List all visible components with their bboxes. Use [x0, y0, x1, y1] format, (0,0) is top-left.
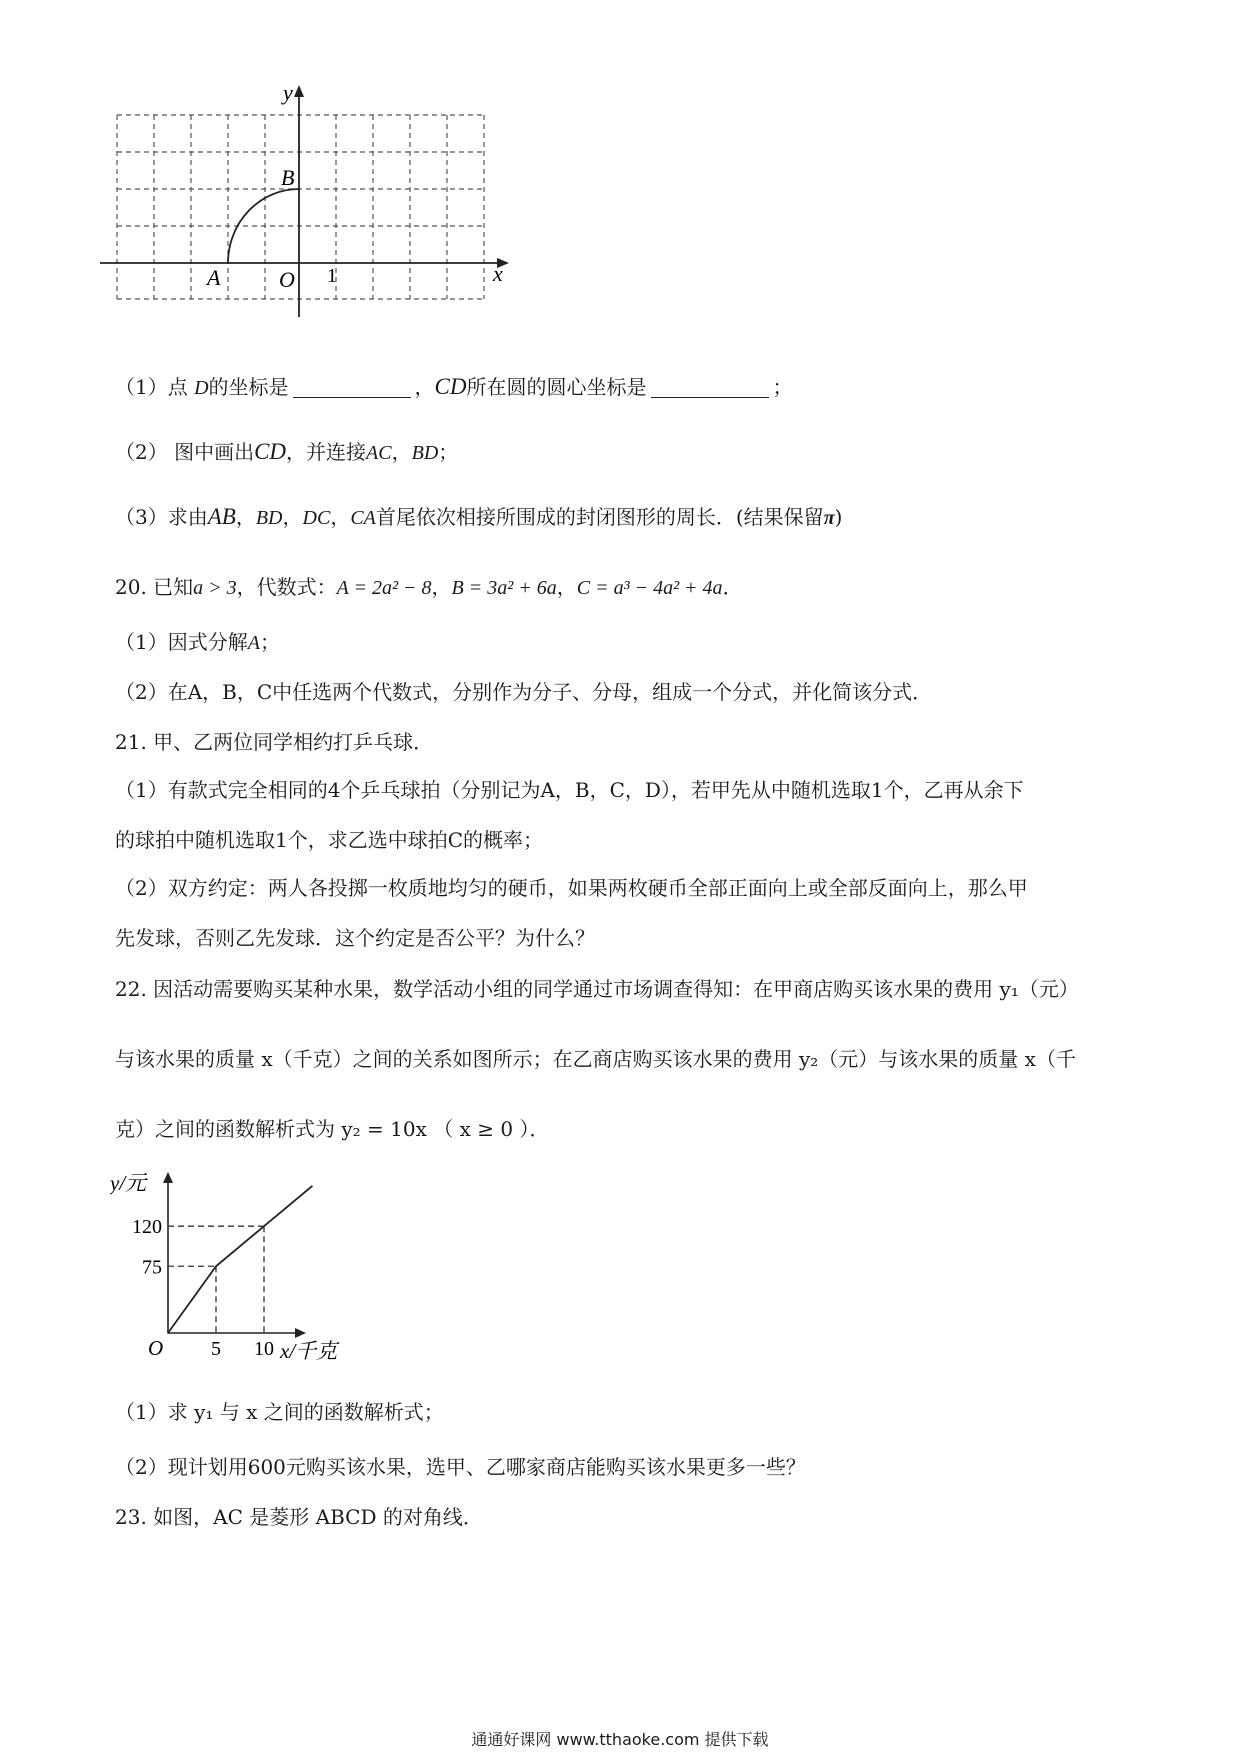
origin-label: O [148, 1336, 164, 1360]
q21-part1-line2: 的球拍中随机选取1个，求乙选中球拍C的概率； [115, 828, 544, 852]
data-point [215, 1265, 217, 1267]
point-b-label: B [281, 165, 295, 190]
answer-blank[interactable] [651, 375, 769, 398]
q20-part2: （2）在A，B，C中任选两个代数式，分别作为分子、分母，组成一个分式，并化简该分式． [115, 680, 933, 704]
answer-blank[interactable] [293, 375, 411, 398]
q22-part1: （1）求 y₁ 与 x 之间的函数解析式； [115, 1400, 444, 1424]
data-point [167, 1332, 169, 1334]
y-axis-label: y/元 [110, 1171, 147, 1195]
q23-stem: 23. 如图，AC 是菱形 ABCD 的对角线． [115, 1505, 483, 1529]
origin-label: O [279, 267, 295, 292]
q19-part2: （2） 图中画出CD，并连接AC，BD； [115, 439, 459, 464]
q22-stem-line1: 22. 因活动需要购买某种水果，数学活动小组的同学通过市场调查得知：在甲商店购买该水果的费用 y₁（元） [115, 977, 1079, 1001]
q22-part2: （2）现计划用600元购买该水果，选甲、乙哪家商店能购买该水果更多一些？ [115, 1455, 806, 1479]
data-point [311, 1185, 313, 1187]
q20-stem: 20. 已知a > 3，代数式：A = 2a² − 8，B = 3a² + 6a，C = a³ − 4a² + 4a． [115, 575, 743, 599]
q21-part2-line2: 先发球，否则乙先发球．这个约定是否公平？为什么？ [115, 926, 595, 950]
x-tick-label: 5 [211, 1338, 221, 1360]
price-line-chart [110, 1168, 400, 1368]
coordinate-grid-figure [95, 85, 535, 325]
y-tick-label: 120 [132, 1216, 162, 1239]
tick-one-label: 1 [327, 265, 337, 287]
x-axis-label: x [493, 261, 503, 286]
q22-stem-line3: 克）之间的函数解析式为 y₂ = 10x （ x ≥ 0 ）． [115, 1117, 550, 1141]
x-axis-label: x/千克 [280, 1339, 338, 1363]
y-axis-label: y [283, 85, 293, 105]
q22-stem-line2: 与该水果的质量 x（千克）之间的关系如图所示；在乙商店购买该水果的费用 y₂（元）与该水果的质量 x（千 [115, 1047, 1076, 1071]
q20-part1: （1）因式分解A； [115, 630, 280, 654]
q19-part3: （3）求由AB，BD，DC，CA首尾依次相接所围成的封闭图形的周长．(结果保留π) [115, 504, 843, 529]
q21-stem: 21. 甲、乙两位同学相约打乒乓球． [115, 730, 434, 754]
data-point [263, 1225, 265, 1227]
x-axis-arrow [295, 1328, 306, 1338]
q19-part1: （1）点 D的坐标是 ，CD所在圆的圆心坐标是 ； [115, 374, 793, 399]
x-tick-label: 10 [254, 1338, 274, 1360]
y-axis-arrow [163, 1172, 173, 1183]
q21-part2-line1: （2）双方约定：两人各投掷一枚质地均匀的硬币，如果两枚硬币全部正面向上或全部反面向上，那么甲 [115, 876, 1028, 900]
page-footer: 通通好课网 www.tthaoke.com 提供下载 [471, 1730, 769, 1749]
point-a-label: A [207, 265, 221, 290]
series-line [168, 1186, 312, 1333]
q21-part1-line1: （1）有款式完全相同的4个乒乓球拍（分别记为A，B，C，D），若甲先从中随机选取1个，乙再从余下 [115, 778, 1024, 802]
y-tick-label: 75 [142, 1256, 162, 1279]
